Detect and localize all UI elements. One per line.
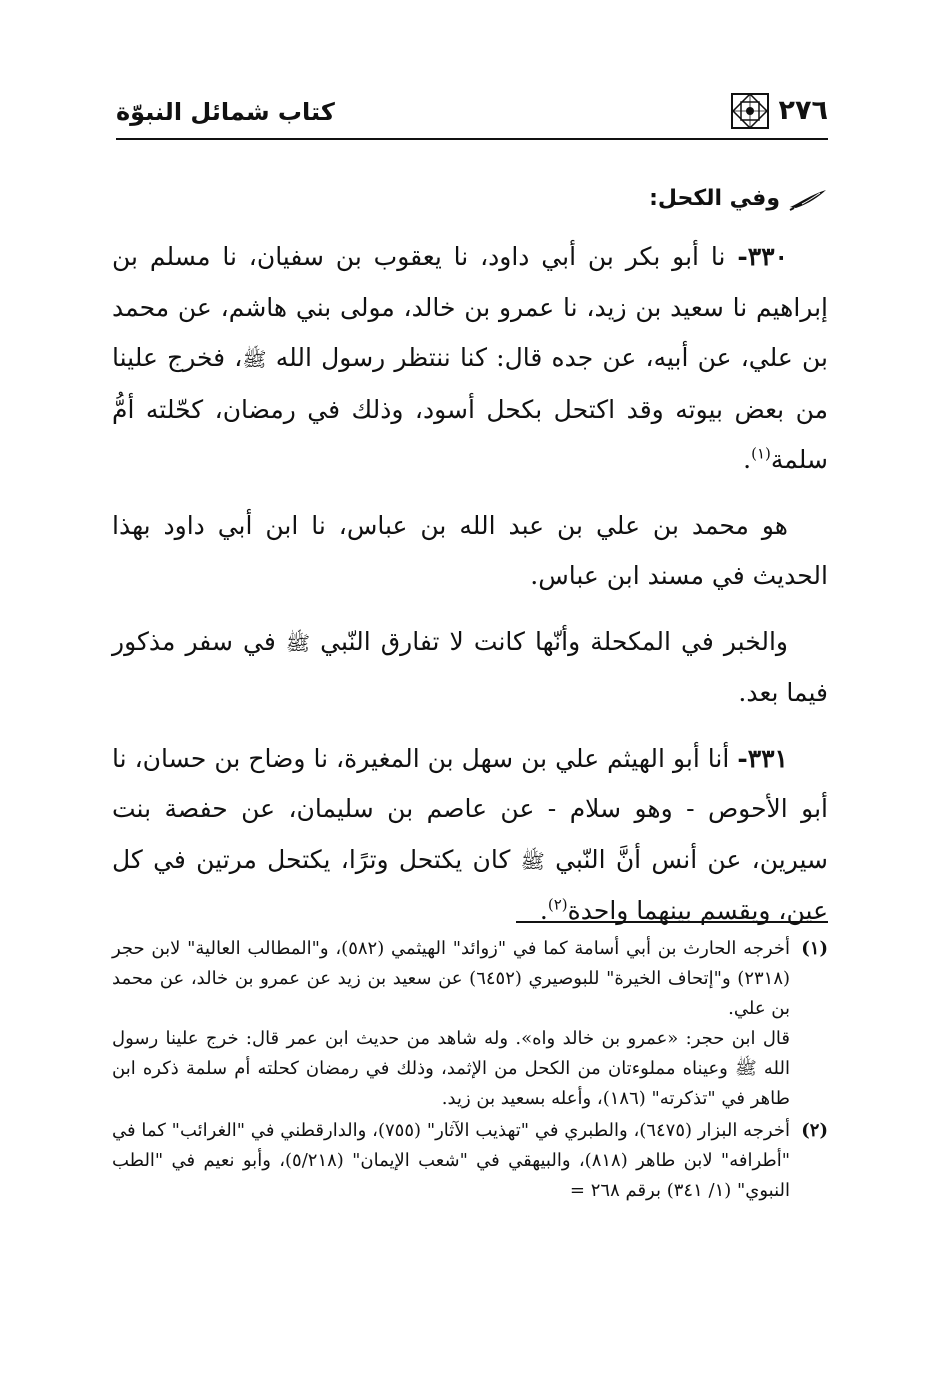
commentary-paragraph xyxy=(112,617,828,719)
main-text xyxy=(112,180,828,952)
salla-glyph: ﷺ xyxy=(285,630,311,655)
footnote-ref[interactable]: (٢) xyxy=(547,895,568,914)
paragraph-text: نا أبو بكر بن أبي داود، نا يعقوب بن سفيان، نا مسلم بن إبراهيم نا سعيد بن زيد، نا عمرو بن خالد، مولى بني هاشم، عن محمد بن علي، عن أبيه، عن جده قال: كنا ننتظر رسول الله xyxy=(112,242,828,372)
footnote-number: (٢) xyxy=(801,1120,828,1141)
footnote-number: (١) xyxy=(801,938,828,959)
running-header xyxy=(116,88,828,140)
salla-glyph: ﷺ xyxy=(242,347,267,371)
footnote-body xyxy=(112,934,790,1114)
commentary-paragraph xyxy=(112,501,828,602)
paragraph-text: ، فخرج علينا من بعض بيوته وقد اكتحل بكحل أسود، وذلك في رمضان، كحّلته أمُّ سلمة xyxy=(112,343,828,474)
paragraph-end: . xyxy=(743,445,752,474)
book-title: كتاب شمائل النبوّة xyxy=(116,98,335,126)
footnote-separator xyxy=(516,921,828,923)
page-number: ٢٧٦ xyxy=(778,95,828,126)
quill-pen-icon xyxy=(788,187,828,211)
section-heading xyxy=(112,180,828,218)
paragraph-text: والخبر في المكحلة وأنّها كانت لا تفارق النّبي xyxy=(310,626,788,656)
paragraph-end: . xyxy=(539,896,548,925)
footnote-2 xyxy=(112,1116,828,1206)
header-rule xyxy=(116,138,828,140)
paragraph-text: في سفر مذكور فيما بعد. xyxy=(112,626,828,707)
footnotes xyxy=(112,934,828,1208)
paragraph-text: أنا أبو الهيثم علي بن سهل بن المغيرة، نا وضاح بن حسان، نا أبو الأحوص - وهو سلام - عن عاصم بن سليمان، عن حفصة بنت سيرين، عن أنس أنَّ النّبي xyxy=(112,743,828,874)
footnote-1 xyxy=(112,934,828,1114)
hadith-paragraph-330 xyxy=(112,232,828,486)
footnote-ref[interactable]: (١) xyxy=(751,444,771,463)
footnote-body xyxy=(112,1116,790,1206)
hadith-number: ٣٣١- xyxy=(737,743,788,773)
paragraph-text: هو محمد بن علي بن عبد الله بن عباس، نا ابن أبي داود بهذا الحديث في مسند ابن عباس. xyxy=(112,510,828,590)
hadith-number: ٣٣٠- xyxy=(737,242,788,271)
footnote-text: قال ابن حجر: «عمرو بن خالد واه». وله شاهد من حديث ابن عمر قال: خرج علينا رسول الله ﷺ وعيناه مملوءتان من الكحل من الإثمد، وذلك في رمضان كحلته أم سلمة ذكره ابن طاهر في "تذكرته" (١٨٦)، وأعله بسعيد بن زيد. xyxy=(112,1028,790,1109)
section-heading-text: وفي الكحل: xyxy=(649,186,780,211)
ornament-icon xyxy=(730,92,770,130)
paragraph-text: كان يكتحل وترًا، يكتحل مرتين في كل عين، ويقسم بينهما واحدة xyxy=(112,844,828,925)
footnote-text: أخرجه البزار (٦٤٧٥)، والطبري في "تهذيب الآثار" (٧٥٥)، والدارقطني في "الغرائب" كما في "أطرافه" لابن طاهر (٨١٨)، والبيهقي في "شعب الإيمان" (٥/٢١٨)، وأبو نعيم في "الطب النبوي" (١/ ٣٤١) برقم ٢٦٨ = xyxy=(112,1120,790,1201)
hadith-paragraph-331 xyxy=(112,734,828,937)
salla-glyph: ﷺ xyxy=(520,848,545,873)
footnote-text: أخرجه الحارث بن أبي أسامة كما في "زوائد" الهيثمي (٥٨٢)، و"المطالب العالية" لابن حجر (٢٣١٨) و"إتحاف الخيرة" للبوصيري (٦٤٥٢) عن سعيد بن زيد عن عمرو بن خالد، عن محمد بن علي. xyxy=(112,938,791,1019)
